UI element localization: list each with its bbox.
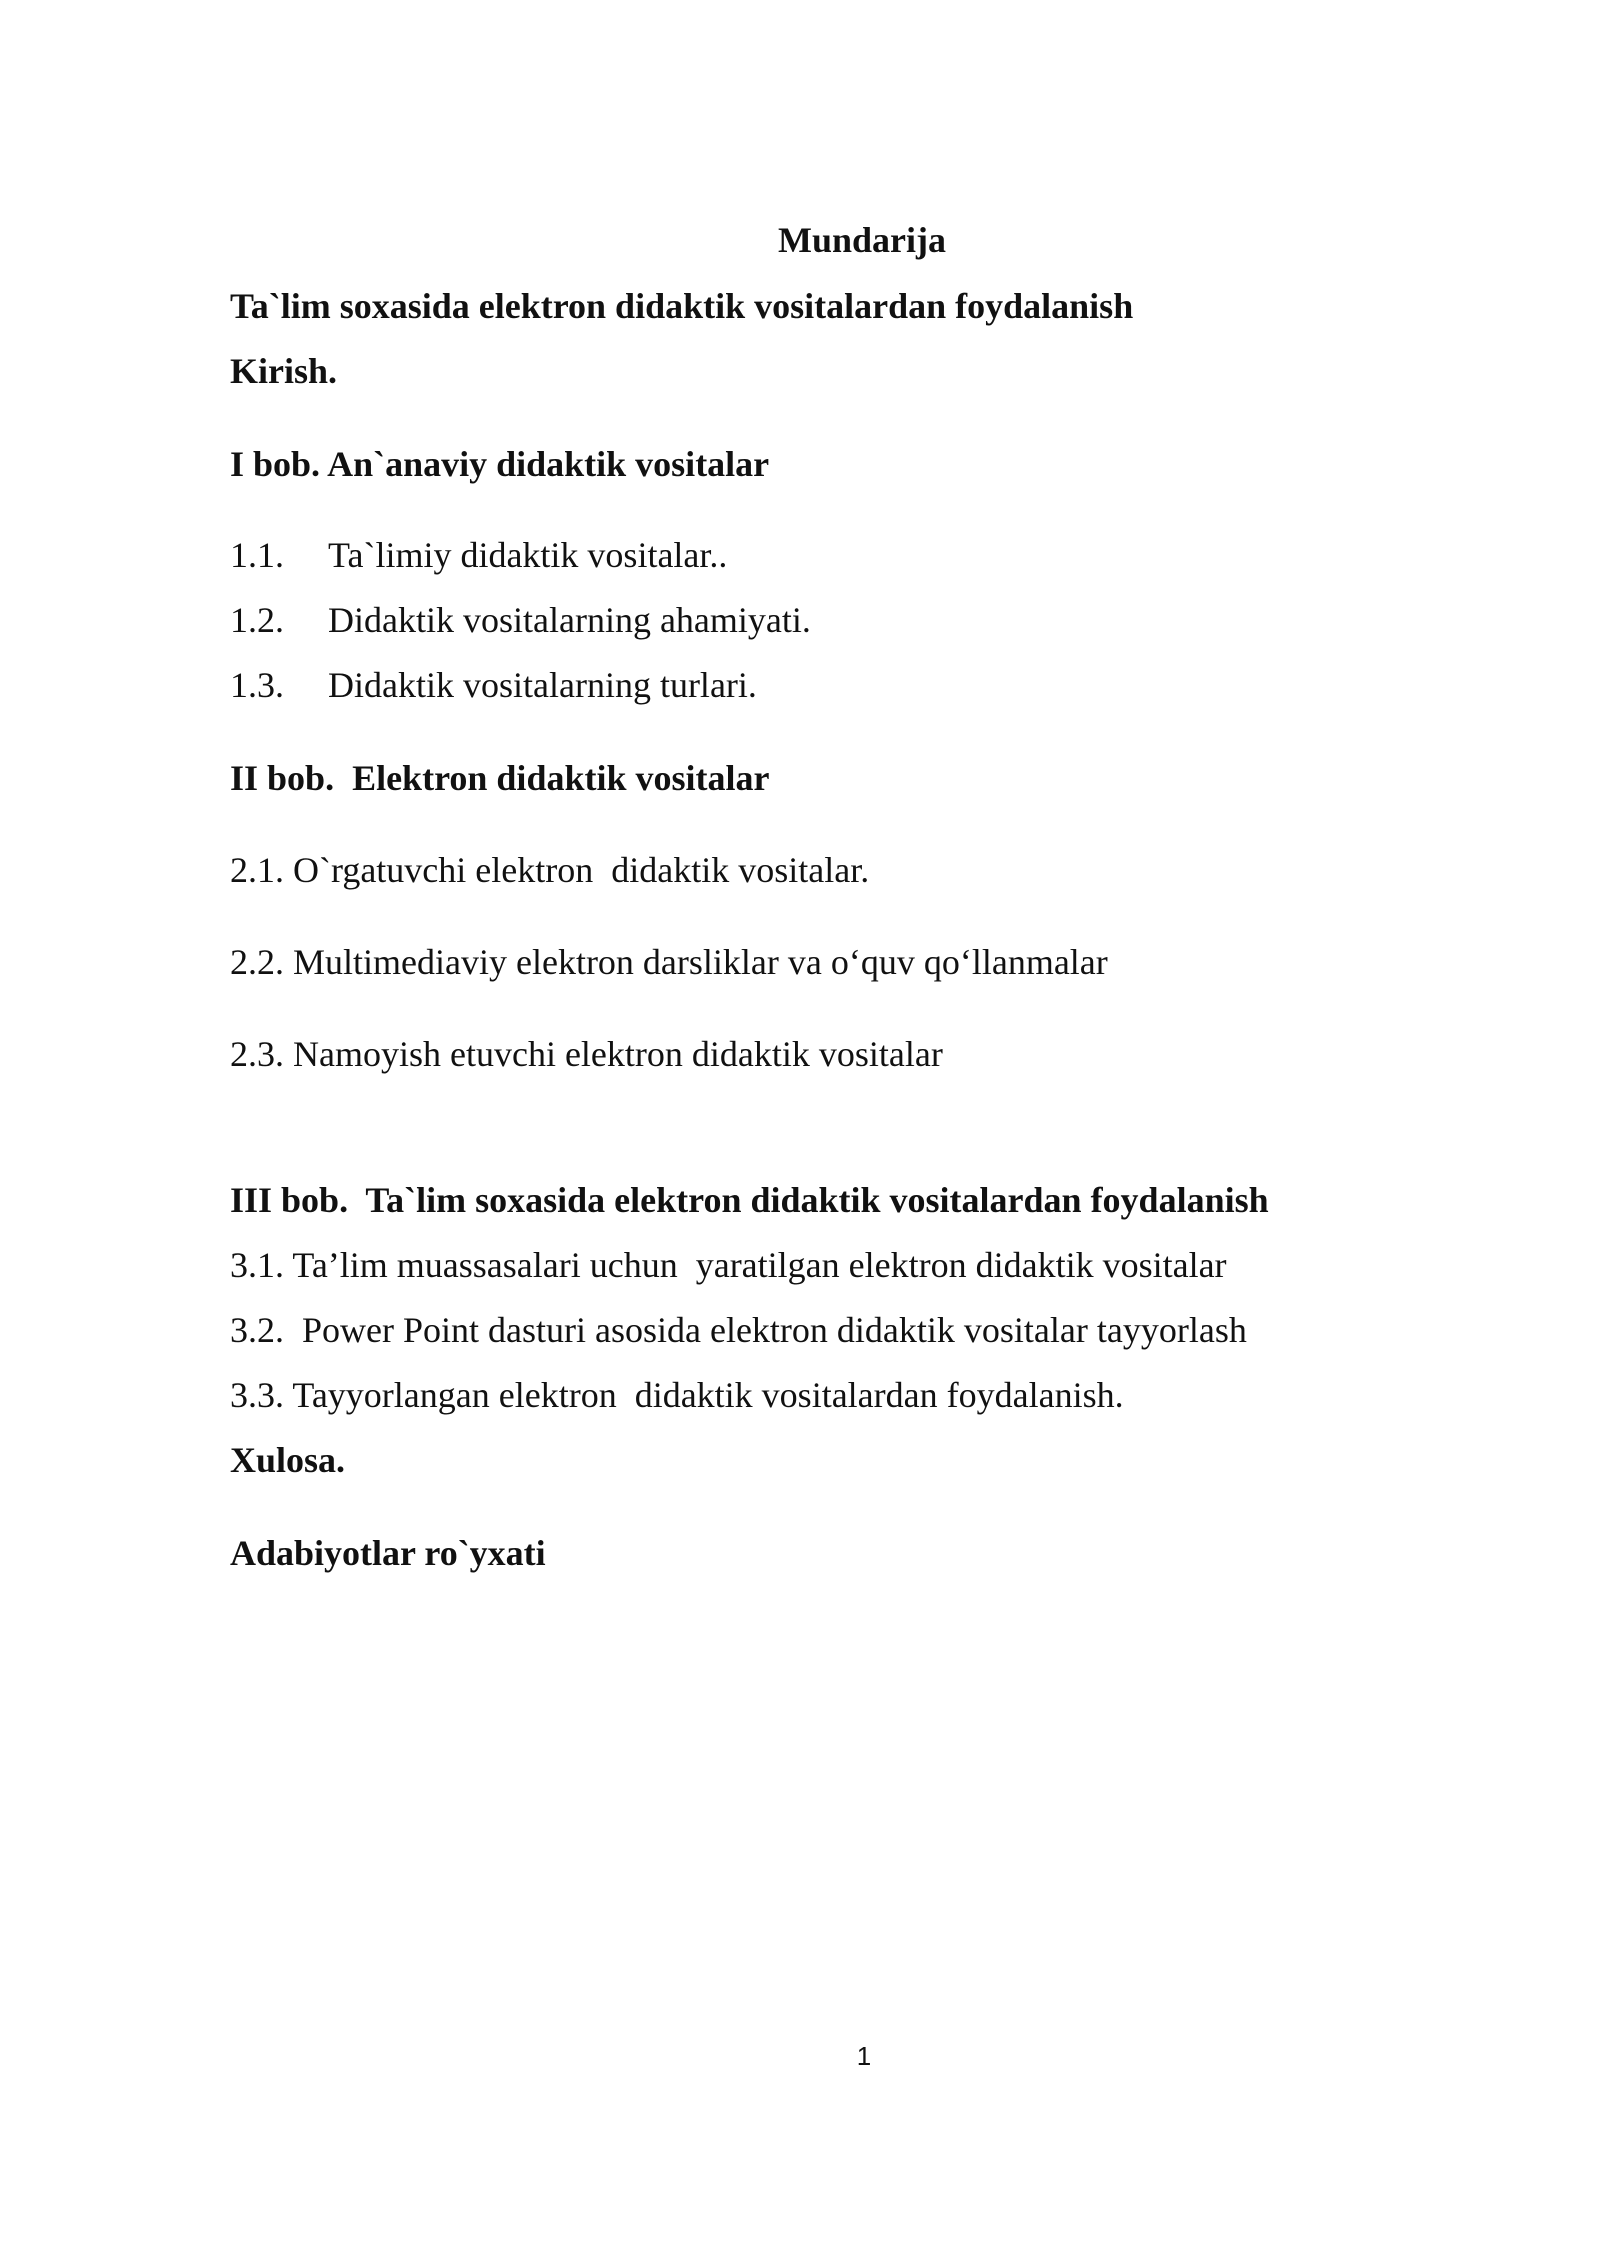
chapter2-item: 2.1. O`rgatuvchi elektron didaktik vositalar. (230, 850, 870, 890)
toc-references: Adabiyotlar ro`yxati (230, 1533, 546, 1573)
toc-title: Mundarija (777, 220, 946, 260)
item-text: Ta`limiy didaktik vositalar.. (328, 535, 728, 575)
page-number: 1 (856, 2041, 872, 2071)
item-number: 1.3. (230, 665, 284, 705)
chapter1-item (230, 533, 727, 577)
chapter2-heading: II bob. Elektron didaktik vositalar (230, 758, 770, 798)
chapter2-item: 2.3. Namoyish etuvchi elektron didaktik vositalar (230, 1034, 943, 1074)
toc-intro: Kirish. (230, 351, 338, 391)
chapter2-item: 2.2. Multimediaviy elektron darsliklar va o‘quv qo‘llanmalar (230, 942, 1108, 982)
item-text: Didaktik vositalarning turlari. (328, 665, 757, 705)
chapter3-item: 3.2. Power Point dasturi asosida elektron didaktik vositalar tayyorlash (230, 1310, 1247, 1350)
chapter3-item: 3.1. Ta’lim muassasalari uchun yaratilgan elektron didaktik vositalar (230, 1245, 1227, 1285)
item-text: Didaktik vositalarning ahamiyati. (328, 600, 811, 640)
chapter3-item: 3.3. Tayyorlangan elektron didaktik vositalardan foydalanish. (230, 1375, 1124, 1415)
item-number: 1.2. (230, 600, 284, 640)
item-number: 1.1. (230, 535, 284, 575)
chapter1-heading: I bob. An`anaviy didaktik vositalar (230, 444, 770, 484)
chapter3-heading: III bob. Ta`lim soxasida elektron didaktik vositalardan foydalanish (230, 1180, 1269, 1220)
toc-conclusion: Xulosa. (230, 1440, 346, 1480)
toc-subtitle: Ta`lim soxasida elektron didaktik vositalardan foydalanish (230, 286, 1134, 326)
chapter1-item (230, 663, 757, 707)
chapter1-item (230, 598, 811, 642)
